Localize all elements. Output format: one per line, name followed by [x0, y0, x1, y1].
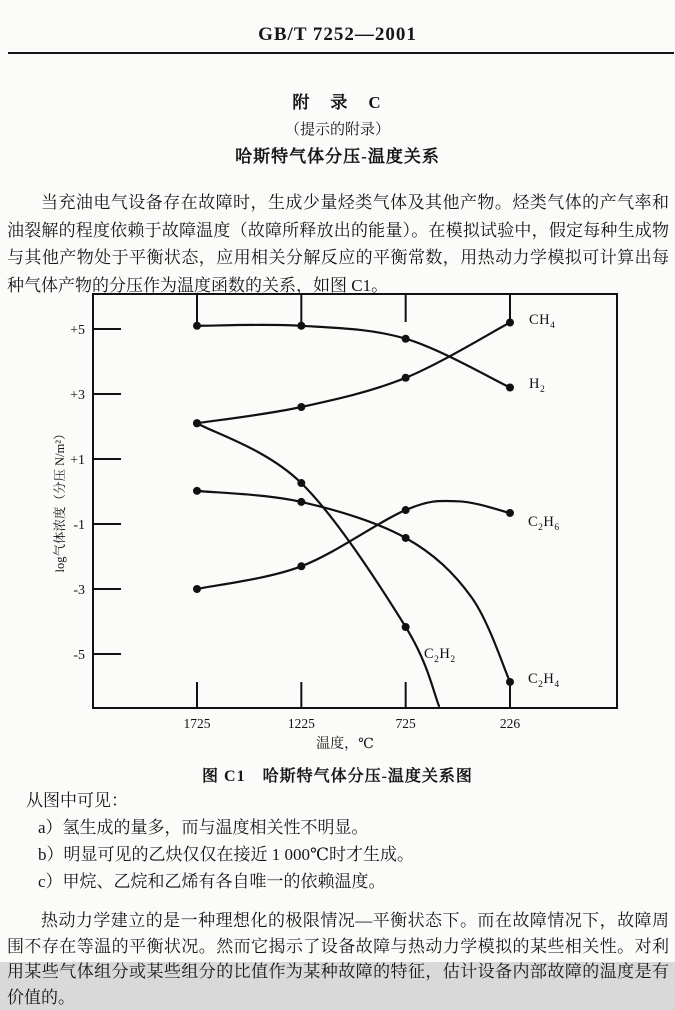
appendix-note: （提示的附录）	[284, 122, 390, 138]
observation-item-c: c）甲烷、乙烷和乙烯有各自唯一的依赖温度。	[38, 872, 386, 891]
y-tick-label: -1	[73, 518, 85, 533]
series-C2H2-marker	[402, 623, 410, 631]
observations-lead: 从图中可见：	[26, 791, 128, 810]
series-CH4-label: $CH_4$	[529, 312, 556, 331]
series-C2H4-curve	[197, 491, 510, 682]
series-CH4-marker	[506, 319, 514, 327]
series-C2H4-label: $C_2H_4$	[528, 671, 560, 690]
series-C2H4-marker	[193, 487, 201, 495]
series-CH4-marker	[297, 403, 305, 411]
intro-paragraph: 当充油电气设备存在故障时，生成少量烃类气体及其他产物。烃类气体的产气率和油裂解的程度依赖于故障温度（故障所释放出的能量）。在模拟试验中，假定每种生成物与其他产物处于平衡状态，应用相关分解反应的平衡常数，用热动力学模拟可计算出每种气体产物的分压作为温度函数的关系，如图 C1。	[7, 193, 669, 295]
x-tick-label: 226	[499, 716, 521, 731]
series-C2H4-marker	[506, 678, 514, 686]
figure-c1-plot	[0, 290, 675, 760]
y-tick-label: +5	[70, 323, 85, 338]
appendix-title: 附 录 C	[292, 93, 383, 112]
x-tick-label: 725	[395, 716, 416, 731]
y-tick-label: -5	[73, 648, 85, 663]
series-C2H6-label: $C_2H_6$	[528, 514, 560, 533]
series-H2-marker	[402, 335, 410, 343]
figure-caption: 图 C1 哈斯特气体分压-温度关系图	[202, 768, 473, 785]
series-C2H6-marker	[193, 585, 201, 593]
x-tick-label: 1225	[287, 716, 315, 731]
y-axis-label: log气体浓度（分压 N/m²）	[53, 427, 67, 573]
y-tick-label: +1	[70, 453, 85, 468]
standard-number: GB/T 7252—2001	[258, 24, 417, 45]
header-rule	[8, 52, 674, 54]
series-H2-marker	[506, 384, 514, 392]
x-axis-label: 温度，℃	[316, 737, 374, 752]
figure-c1-chart	[0, 290, 675, 760]
series-C2H2-label: $C_2H_2$	[424, 646, 456, 665]
series-H2-curve	[197, 325, 510, 388]
series-C2H4-marker	[402, 534, 410, 542]
series-H2-label: $H_2$	[529, 376, 546, 395]
appendix-heading: 哈斯特气体分压-温度关系	[235, 147, 440, 166]
series-C2H2-marker	[297, 479, 305, 487]
plot-frame	[93, 294, 617, 708]
observation-item-b: b）明显可见的乙炔仅仅在接近 1 000℃时才生成。	[38, 845, 415, 864]
series-H2-marker	[297, 322, 305, 330]
y-tick-label: -3	[73, 583, 85, 598]
series-C2H4-marker	[297, 498, 305, 506]
series-CH4-marker	[402, 374, 410, 382]
series-C2H6-marker	[402, 506, 410, 514]
closing-paragraph: 热动力学建立的是一种理想化的极限情况—平衡状态下。而在故障情况下，故障周围不存在等温的平衡状况。然而它揭示了设备故障与热动力学模拟的某些相关性。对利用某些气体组分或某些组分的比值作为某种故障的特征，估计设备内部故障的温度是有价值的。	[7, 911, 669, 1007]
series-C2H6-marker	[297, 562, 305, 570]
x-tick-label: 1725	[183, 716, 211, 731]
series-C2H2-curve	[197, 423, 439, 706]
series-C2H6-marker	[506, 509, 514, 517]
observation-item-a: a）氢生成的量多，而与温度相关性不明显。	[38, 818, 369, 837]
y-tick-label: +3	[70, 388, 85, 403]
series-C2H6-curve	[197, 501, 510, 589]
series-CH4-curve	[197, 323, 510, 424]
series-C2H2-marker	[193, 419, 201, 427]
series-H2-marker	[193, 322, 201, 330]
